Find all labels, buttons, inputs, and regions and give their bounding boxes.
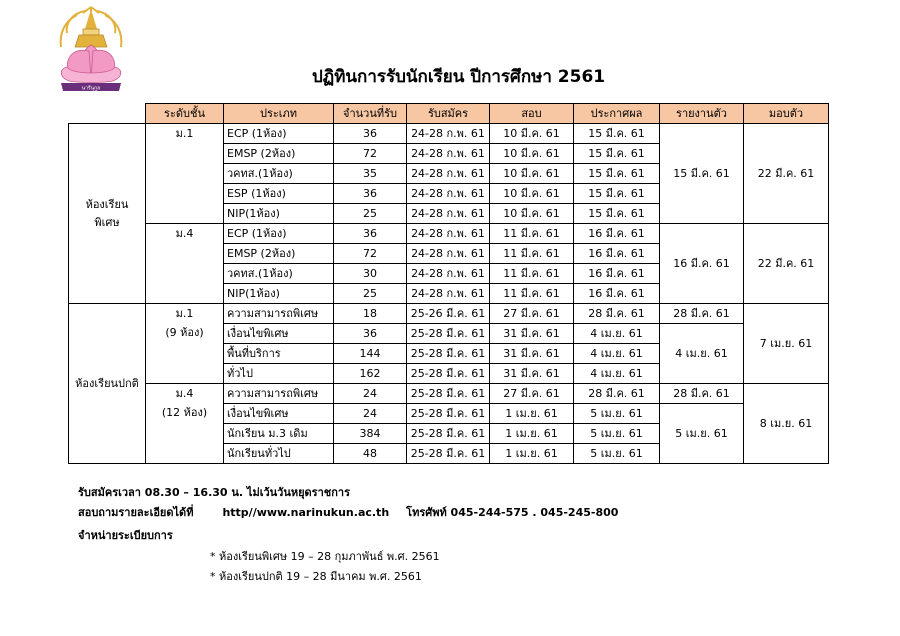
header-apply: รับสมัคร (407, 104, 490, 124)
cell-apply: 24-28 ก.พ. 61 (407, 144, 490, 164)
cell-exam: 11 มี.ค. 61 (490, 284, 574, 304)
cell-apply: 25-28 มี.ค. 61 (407, 444, 490, 464)
cell-apply: 24-28 ก.พ. 61 (407, 244, 490, 264)
cell-report-normal-m4: 5 เม.ย. 61 (660, 404, 744, 464)
cell-announce: 5 เม.ย. 61 (574, 444, 660, 464)
table-row (69, 304, 829, 324)
cell-seats: 162 (334, 364, 407, 384)
header-announce: ประกาศผล (574, 104, 660, 124)
cell-announce: 15 มี.ค. 61 (574, 124, 660, 144)
table-row (69, 124, 829, 144)
cell-exam: 10 มี.ค. 61 (490, 164, 574, 184)
cell-announce: 16 มี.ค. 61 (574, 284, 660, 304)
admission-schedule-table (68, 103, 829, 464)
cell-seats: 384 (334, 424, 407, 444)
cell-apply: 24-28 ก.พ. 61 (407, 264, 490, 284)
website-link[interactable]: http//www.narinukun.ac.th (222, 506, 390, 519)
header-level: ระดับชั้น (146, 104, 224, 124)
cell-seats: 24 (334, 404, 407, 424)
cell-announce: 4 เม.ย. 61 (574, 344, 660, 364)
cell-handover-normal-m1: 7 เม.ย. 61 (744, 304, 829, 384)
cell-announce: 4 เม.ย. 61 (574, 324, 660, 344)
cell-type: EMSP (2ห้อง) (224, 244, 334, 264)
group-normal: ห้องเรียนปกติ (69, 304, 146, 464)
cell-type: นักเรียนทั่วไป (224, 444, 334, 464)
cell-type: ทั่วไป (224, 364, 334, 384)
cell-apply: 24-28 ก.พ. 61 (407, 124, 490, 144)
cell-type: พื้นที่บริการ (224, 344, 334, 364)
cell-type: ESP (1ห้อง) (224, 184, 334, 204)
cell-announce: 15 มี.ค. 61 (574, 164, 660, 184)
cell-exam: 31 มี.ค. 61 (490, 344, 574, 364)
cell-report-normal-m4-talent: 28 มี.ค. 61 (660, 384, 744, 404)
cell-announce: 15 มี.ค. 61 (574, 184, 660, 204)
cell-exam: 10 มี.ค. 61 (490, 204, 574, 224)
cell-apply: 25-28 มี.ค. 61 (407, 344, 490, 364)
cell-seats: 36 (334, 324, 407, 344)
cell-apply: 24-28 ก.พ. 61 (407, 284, 490, 304)
group-special: ห้องเรียนพิเศษ (69, 124, 146, 304)
cell-handover-special-m4: 22 มี.ค. 61 (744, 224, 829, 304)
level-normal-m1-rooms: (9 ห้อง) (165, 326, 204, 339)
logo-ribbon-text: นารีนุกูล (81, 85, 101, 92)
table-row (69, 384, 829, 404)
cell-exam: 10 มี.ค. 61 (490, 144, 574, 164)
cell-seats: 72 (334, 244, 407, 264)
cell-exam: 11 มี.ค. 61 (490, 264, 574, 284)
cell-announce: 15 มี.ค. 61 (574, 144, 660, 164)
cell-apply: 24-28 ก.พ. 61 (407, 224, 490, 244)
header-exam: สอบ (490, 104, 574, 124)
cell-type: ความสามารถพิเศษ (224, 304, 334, 324)
cell-seats: 36 (334, 124, 407, 144)
cell-seats: 25 (334, 204, 407, 224)
cell-announce: 16 มี.ค. 61 (574, 264, 660, 284)
cell-apply: 25-28 มี.ค. 61 (407, 424, 490, 444)
cell-type: เงื่อนไขพิเศษ (224, 404, 334, 424)
cell-type: วคทส.(1ห้อง) (224, 164, 334, 184)
cell-announce: 16 มี.ค. 61 (574, 224, 660, 244)
cell-apply: 25-28 มี.ค. 61 (407, 324, 490, 344)
cell-type: นักเรียน ม.3 เดิม (224, 424, 334, 444)
cell-seats: 36 (334, 184, 407, 204)
level-normal-m4-label: ม.4 (175, 387, 194, 400)
cell-exam: 10 มี.ค. 61 (490, 124, 574, 144)
cell-exam: 31 มี.ค. 61 (490, 364, 574, 384)
prospectus-sale-heading: จำหน่ายระเบียบการ (78, 529, 173, 542)
school-logo (55, 3, 127, 97)
header-blank (69, 104, 146, 124)
cell-exam: 27 มี.ค. 61 (490, 384, 574, 404)
table-row (69, 224, 829, 244)
header-seats: จำนวนที่รับ (334, 104, 407, 124)
level-special-m1: ม.1 (146, 124, 224, 224)
contact-label: สอบถามรายละเอียดได้ที่ (78, 506, 194, 519)
cell-seats: 144 (334, 344, 407, 364)
cell-apply: 25-28 มี.ค. 61 (407, 404, 490, 424)
cell-announce: 5 เม.ย. 61 (574, 424, 660, 444)
level-normal-m4-rooms: (12 ห้อง) (161, 406, 208, 419)
cell-handover-normal-m4: 8 เม.ย. 61 (744, 384, 829, 464)
header-type: ประเภท (224, 104, 334, 124)
cell-exam: 11 มี.ค. 61 (490, 224, 574, 244)
cell-announce: 28 มี.ค. 61 (574, 384, 660, 404)
cell-type: เงื่อนไขพิเศษ (224, 324, 334, 344)
cell-seats: 36 (334, 224, 407, 244)
cell-seats: 24 (334, 384, 407, 404)
cell-seats: 18 (334, 304, 407, 324)
cell-report-normal-m1-talent: 28 มี.ค. 61 (660, 304, 744, 324)
level-normal-m4 (146, 384, 224, 464)
cell-type: ECP (1ห้อง) (224, 224, 334, 244)
cell-announce: 15 มี.ค. 61 (574, 204, 660, 224)
cell-seats: 30 (334, 264, 407, 284)
cell-apply: 25-28 มี.ค. 61 (407, 384, 490, 404)
cell-type: ความสามารถพิเศษ (224, 384, 334, 404)
cell-handover-special-m1: 22 มี.ค. 61 (744, 124, 829, 224)
cell-exam: 1 เม.ย. 61 (490, 424, 574, 444)
cell-exam: 11 มี.ค. 61 (490, 244, 574, 264)
cell-report-special-m4: 16 มี.ค. 61 (660, 224, 744, 304)
cell-announce: 4 เม.ย. 61 (574, 364, 660, 384)
cell-exam: 31 มี.ค. 61 (490, 324, 574, 344)
prospectus-special-dates: * ห้องเรียนพิเศษ 19 – 28 กุมภาพันธ์ พ.ศ. 2561 (210, 550, 440, 563)
cell-seats: 35 (334, 164, 407, 184)
cell-exam: 27 มี.ค. 61 (490, 304, 574, 324)
cell-type: ECP (1ห้อง) (224, 124, 334, 144)
cell-seats: 72 (334, 144, 407, 164)
cell-announce: 16 มี.ค. 61 (574, 244, 660, 264)
prospectus-normal-dates: * ห้องเรียนปกติ 19 – 28 มีนาคม พ.ศ. 2561 (210, 570, 422, 583)
cell-type: NIP(1ห้อง) (224, 284, 334, 304)
cell-report-special-m1: 15 มี.ค. 61 (660, 124, 744, 224)
level-special-m4: ม.4 (146, 224, 224, 304)
cell-exam: 10 มี.ค. 61 (490, 184, 574, 204)
cell-exam: 1 เม.ย. 61 (490, 404, 574, 424)
page-title: ปฏิทินการรับนักเรียน ปีการศึกษา 2561 (312, 67, 606, 87)
cell-announce: 5 เม.ย. 61 (574, 404, 660, 424)
cell-type: NIP(1ห้อง) (224, 204, 334, 224)
contact-line (78, 503, 618, 521)
cell-apply: 24-28 ก.พ. 61 (407, 204, 490, 224)
table-header-row (69, 104, 829, 124)
level-normal-m1 (146, 304, 224, 384)
cell-report-normal-m1: 4 เม.ย. 61 (660, 324, 744, 384)
cell-apply: 24-28 ก.พ. 61 (407, 184, 490, 204)
cell-apply: 25-28 มี.ค. 61 (407, 364, 490, 384)
cell-seats: 48 (334, 444, 407, 464)
cell-seats: 25 (334, 284, 407, 304)
header-handover: มอบตัว (744, 104, 829, 124)
cell-type: วคทส.(1ห้อง) (224, 264, 334, 284)
cell-exam: 1 เม.ย. 61 (490, 444, 574, 464)
cell-apply: 25-26 มี.ค. 61 (407, 304, 490, 324)
office-hours-note: รับสมัครเวลา 08.30 – 16.30 น. ไม่เว้นวันหยุดราชการ (78, 486, 350, 499)
header-report: รายงานตัว (660, 104, 744, 124)
cell-apply: 24-28 ก.พ. 61 (407, 164, 490, 184)
cell-type: EMSP (2ห้อง) (224, 144, 334, 164)
cell-announce: 28 มี.ค. 61 (574, 304, 660, 324)
phone-numbers: โทรศัพท์ 045-244-575 . 045-245-800 (406, 506, 619, 519)
level-normal-m1-label: ม.1 (175, 307, 194, 320)
